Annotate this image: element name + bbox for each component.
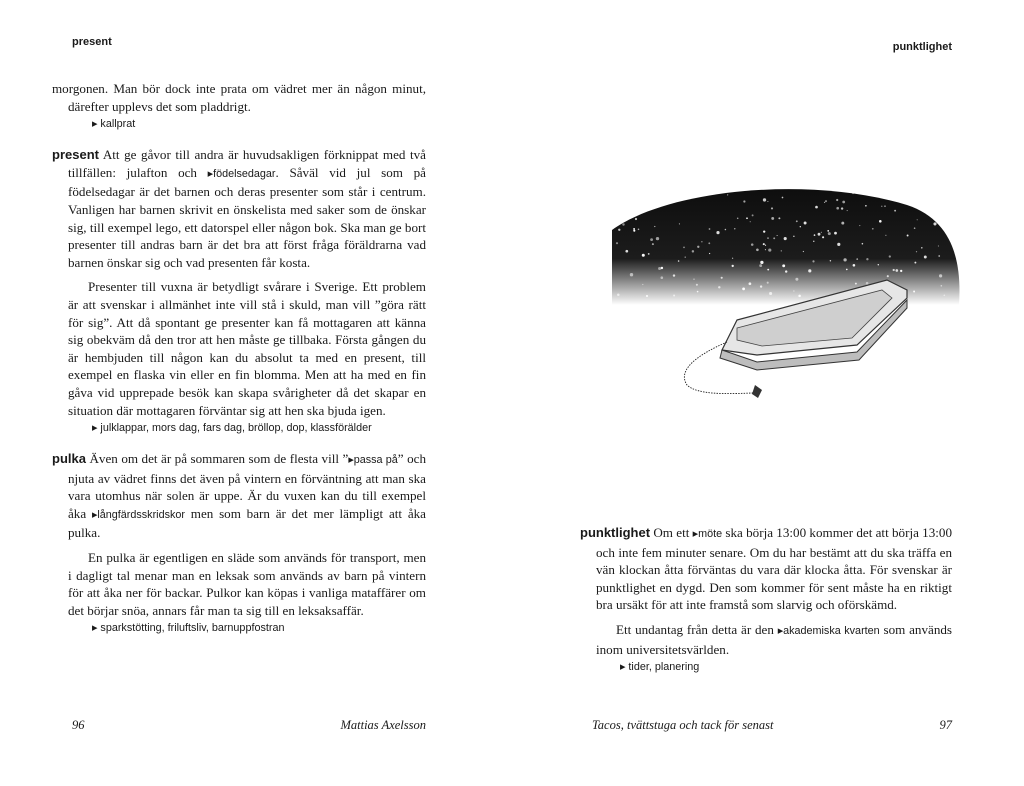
- running-header-left: present: [72, 36, 112, 48]
- running-header-right: punktlighet: [892, 41, 952, 53]
- cross-ref-passa-pa[interactable]: ▸passa på: [348, 454, 398, 467]
- cross-ref-fodelsedagar[interactable]: ▸födelsedagar: [207, 167, 276, 180]
- see-also-pulka[interactable]: ▸ sparkstötting, friluftsliv, barnuppfostran: [92, 622, 285, 635]
- see-also-kallprat[interactable]: ▸ kallprat: [92, 118, 136, 131]
- entry-punktlighet: [580, 524, 952, 675]
- cross-ref-langfardsskridskor[interactable]: ▸långfärdsskridskor: [91, 508, 185, 521]
- headword-pulka: pulka: [52, 451, 86, 467]
- entry-punktlighet-p1: punktlighet Om ett ▸möte ska börja 13:00 kommer det att börja 13:00 och inte fem minuter senare. Om du har bestämt att du ska träffa en vän klockan åtta förväntas du vara där klocka åtta. För svenskar är punktlighet en dygd. Den som kommer för sent måste ha en riktigt bra ursäkt för att inte framstå som slarvig och oförskämd.: [580, 525, 953, 613]
- left-text-column: [52, 80, 426, 636]
- entry-present-p1: present Att ge gåvor till andra är huvudsakligen förknippat med två tillfällen: julafton och ▸födelsedagar. Såväl vid jul som på födelsedagar är det barnen och deras presenter som står i centrum. Vanligen har barnen skrivit en önskelista med saker som de önskar sig, till exempel lego, ett datorspel eller någon bok. Ska man ge bort presenter till andras barn är det bra att först fråga föräldrarna vad barnen önskar sig och vad presenten får kosta.: [52, 147, 426, 270]
- entry-present-p2: Presenter till vuxna är betydligt svårare i Sverige. Ett problem är att svenskar i allmänhet inte vill stå i skuld, man vill ”göra rätt för sig”. Att då spontant ge presenter kan få mottagaren att känna sig obekväm då den tror att hen måste ge tillbaka. Första gången du är hembjuden till någon kan du absolut ta med en present, till exempel en flaska vin eller en fin blomma. Men att ha med en fin gåva vid upprepade besök kan skapa svårigheter då det skapar en situation där mottagaren förväntar sig att hen ska bjuda igen.: [68, 279, 426, 418]
- footer-book-title: Tacos, tvättstuga och tack för senast: [592, 718, 774, 732]
- footer-page-number-right: 97: [939, 718, 952, 732]
- right-text-column: [580, 524, 952, 675]
- entry-pulka: [52, 450, 426, 636]
- footer-page-number-left: 96: [72, 718, 85, 732]
- see-also-punktlighet[interactable]: ▸ tider, planering: [620, 661, 700, 674]
- entry-pulka-p1: pulka Även om det är på sommaren som de flesta vill ”▸passa på” och njuta av vädret finns det även på vintern en förväntning att man ska vara utomhus när solen är uppe. Är du vuxen kan du till exempel åka ▸långfärdsskridskor men som barn är det mer lämpligt att åka pulka.: [52, 451, 427, 541]
- entry-present: [52, 146, 426, 436]
- sled-illustration-icon: [607, 180, 967, 420]
- entry-punktlighet-p2: Ett undantag från detta är den ▸akademiska kvarten som används inom universitetsvärlden.: [596, 621, 953, 657]
- cross-ref-mote[interactable]: ▸möte: [692, 528, 723, 540]
- footer-author: Mattias Axelsson: [340, 718, 426, 732]
- cross-ref-akademiska-kvarten[interactable]: ▸akademiska kvarten: [777, 624, 880, 637]
- headword-punktlighet: punktlighet: [580, 525, 651, 540]
- right-page: [512, 0, 1024, 786]
- entry-pulka-p2: En pulka är egentligen en släde som används för transport, men i dagligt tal menar man en leksak som används av barn på vintern för att åka ner för backar. Pulkor kan köpas i vanliga mataffärer om det börjar snöa, annars får man ta sig till en leksaksaffär.: [68, 550, 426, 618]
- headword-present: present: [52, 147, 99, 163]
- see-also-present[interactable]: ▸ julklappar, mors dag, fars dag, bröllop, dop, klassförälder: [92, 422, 372, 435]
- continuation-paragraph: morgonen. Man bör dock inte prata om vädret mer än någon minut, därefter upplevs det som pladdrigt.: [52, 81, 426, 114]
